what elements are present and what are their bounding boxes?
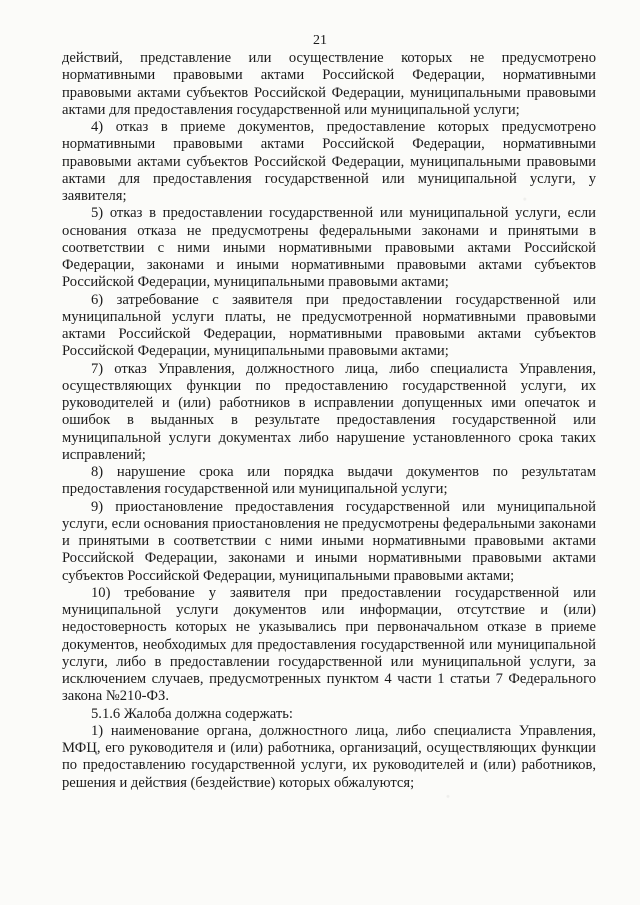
paragraph-item-9: 9) приостановление предоставления государственной или муниципальной услуги, если основания приостановления не предусмотрены федеральными законами и принятыми в соответствии с ними иными нормативными правовыми актами Российской Федерации, законами и иными нормативными правовыми актами субъектов Российской Федерации, муниципальными правовыми актами; <box>62 498 596 584</box>
document-body <box>62 50 596 792</box>
page-number: 21 <box>313 33 327 48</box>
section-heading-5-1-6: 5.1.6 Жалоба должна содержать: <box>91 705 293 722</box>
paragraph-item-5: 5) отказ в предоставлении государственной или муниципальной услуги, если основания отказа не предусмотрены федеральными законами и принятыми в соответствии с ними иными нормативными правовыми актами Российской Федерации, законами и иными нормативными правовыми актами субъектов Российской Федерации, муниципальными правовыми актами; <box>62 205 596 291</box>
paragraph-item-6: 6) затребование с заявителя при предоставлении государственной или муниципальной услуги платы, не предусмотренной нормативными правовыми актами Российской Федерации, нормативными правовыми актами субъектов Российской Федерации, муниципальными правовыми актами; <box>62 291 596 360</box>
paragraph-continuation: действий, представление или осуществление которых не предусмотрено нормативными правовыми актами Российской Федерации, нормативными правовыми актами субъектов Российской Федерации, муниципальными правовыми актами для предоставления государственной или муниципальной услуги; <box>62 50 596 118</box>
paragraph-item-10: 10) требование у заявителя при предоставлении государственной или муниципальной услуги документов или информации, отсутствие и (или) недостоверность которых не указывались при первоначальном отказе в приеме документов, необходимых для предоставления государственной или муниципальной услуги, либо в предоставлении государственной или муниципальной услуги, за исключением случаев, предусмотренных пунктом 4 части 1 статьи 7 Федерального закона №210-ФЗ. <box>62 584 596 705</box>
paragraph-complaint-item-1: 1) наименование органа, должностного лица, либо специалиста Управления, МФЦ, его руководителя и (или) работника, организаций, осуществляющих функции по предоставлению государственной услуги, их руководителей и (или) работников, решения и действия (бездействие) которых обжалуются; <box>62 722 596 791</box>
paragraph-item-7: 7) отказ Управления, должностного лица, либо специалиста Управления, осуществляющих функции по предоставлению государственной услуги, их руководителей и (или) работников в исправлении допущенных ими опечаток и ошибок в выданных в результате предоставления государственной или муниципальной услуги документах либо нарушение установленного срока таких исправлений; <box>62 360 596 463</box>
paragraph-item-4: 4) отказ в приеме документов, предоставление которых предусмотрено нормативными правовыми актами Российской Федерации, нормативными правовыми актами субъектов Российской Федерации, муниципальными правовыми актами для предоставления государственной или муниципальной услуги, у заявителя; <box>62 119 596 204</box>
paragraph-item-8: 8) нарушение срока или порядка выдачи документов по результатам предоставления государственной или муниципальной услуги; <box>62 464 596 498</box>
